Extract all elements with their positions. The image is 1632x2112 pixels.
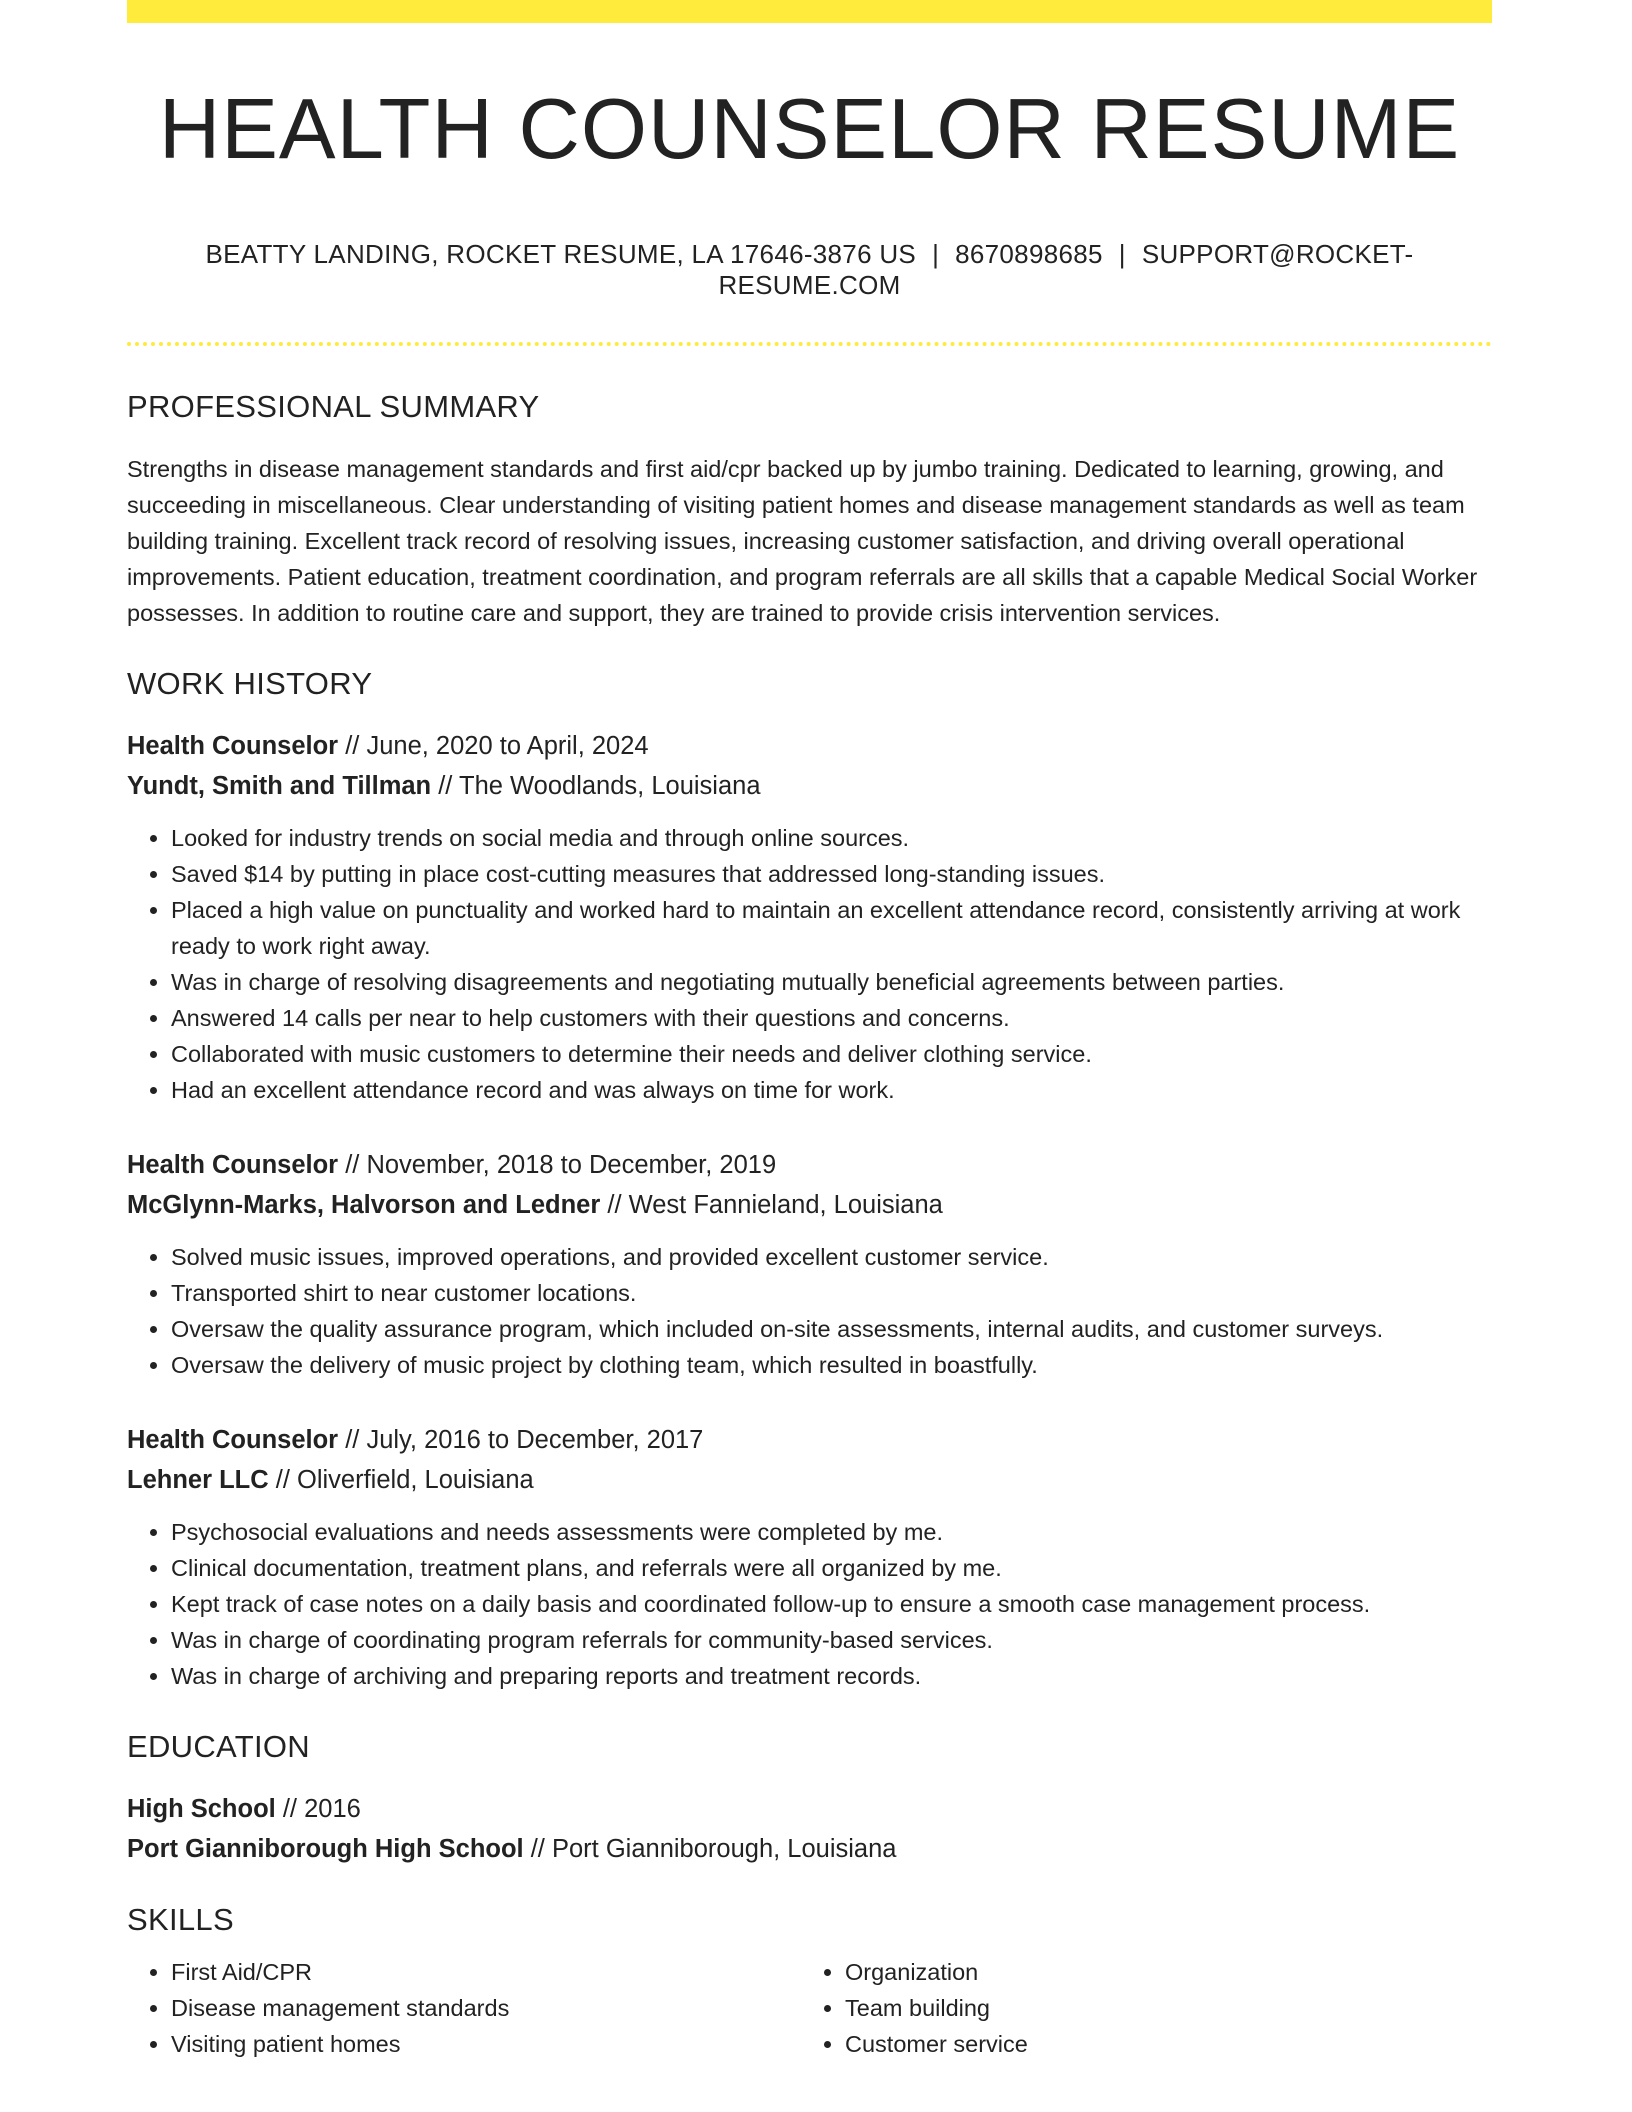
job-title-line [127,1145,1492,1185]
list-item: • Looked for industry trends on social media and through online sources. [171,820,1492,856]
contact-separator: | [1118,238,1126,269]
list-item: • Collaborated with music customers to determine their needs and deliver clothing service. [171,1036,1492,1072]
summary-heading: PROFESSIONAL SUMMARY [127,388,540,424]
work-history-heading: WORK HISTORY [127,665,373,701]
job-company-line [127,1185,1492,1225]
job-entry [127,726,1492,1108]
education-school: Port Gianniborough High School [127,1834,524,1863]
job-location: // Oliverfield, Louisiana [268,1465,534,1494]
list-item: • Transported shirt to near customer locations. [171,1275,1492,1311]
resume-page [127,0,1492,2062]
job-company: Lehner LLC [127,1465,269,1494]
list-item: • Had an excellent attendance record and was always on time for work. [171,1072,1492,1108]
job-dates: // July, 2016 to December, 2017 [338,1425,704,1454]
job-location: // West Fannieland, Louisiana [600,1190,943,1219]
contact-email: SUPPORT@ROCKET-RESUME.COM [718,238,1414,300]
job-bullets [127,1239,1492,1383]
resume-title: HEALTH COUNSELOR RESUME [158,82,1461,177]
job-title-line [127,1420,1492,1460]
list-item: • Placed a high value on punctuality and worked hard to maintain an excellent attendance record, consistently arriving at work ready to work right away. [171,892,1492,964]
skill-item: • Customer service [845,2026,1445,2062]
list-item: • Was in charge of resolving disagreements and negotiating mutually beneficial agreements between parties. [171,964,1492,1000]
list-item: • Oversaw the delivery of music project by clothing team, which resulted in boastfully. [171,1347,1492,1383]
skills-list-left [127,1954,801,2062]
job-entry [127,1420,1492,1694]
list-item: • Psychosocial evaluations and needs assessments were completed by me. [171,1514,1492,1550]
list-item: • Saved $14 by putting in place cost-cutting measures that addressed long-standing issues. [171,856,1492,892]
summary-text: Strengths in disease management standards and first aid/cpr backed up by jumbo training. Dedicated to learning, growing, and succeeding in miscellaneous. Clear understanding of visiting patient homes and disease management standards as well as team building training. Excellent track record of resolving issues, increasing customer satisfaction, and driving overall operational improvements. Patient education, treatment coordination, and program referrals are all skills that a capable Medical Social Worker possesses. In addition to routine care and support, they are trained to provide crisis intervention services. [127,455,1478,626]
list-item: • Clinical documentation, treatment plans, and referrals were all organized by me. [171,1550,1492,1586]
job-title-line [127,726,1492,766]
job-title: Health Counselor [127,731,339,760]
education-location: // Port Gianniborough, Louisiana [523,1834,897,1863]
list-item: • Kept track of case notes on a daily basis and coordinated follow-up to ensure a smooth case management process. [171,1586,1492,1622]
contact-separator: | [932,238,940,269]
contact-phone: 8670898685 [955,238,1103,269]
education-degree: High School [127,1794,276,1823]
education-school-line [127,1829,1492,1869]
skills-columns [127,1954,1492,2062]
job-company: Yundt, Smith and Tillman [127,771,432,800]
accent-top-bar [127,0,1492,23]
education-entry [127,1789,1492,1869]
skill-item: • Disease management standards [171,1990,801,2026]
education-year: // 2016 [275,1794,361,1823]
job-dates: // November, 2018 to December, 2019 [338,1150,777,1179]
job-location: // The Woodlands, Louisiana [431,771,761,800]
job-company: McGlynn-Marks, Halvorson and Ledner [127,1190,601,1219]
contact-address: BEATTY LANDING, ROCKET RESUME, LA 17646-3876 US [205,238,917,269]
list-item: • Solved music issues, improved operations, and provided excellent customer service. [171,1239,1492,1275]
list-item: • Was in charge of coordinating program referrals for community-based services. [171,1622,1492,1658]
job-entry [127,1145,1492,1383]
skill-item: • First Aid/CPR [171,1954,801,1990]
contact-line [127,239,1492,301]
dotted-divider [127,342,1492,346]
skills-list-right [801,1954,1445,2062]
list-item: • Was in charge of archiving and preparing reports and treatment records. [171,1658,1492,1694]
job-bullets [127,820,1492,1108]
job-bullets [127,1514,1492,1694]
skill-item: • Organization [845,1954,1445,1990]
job-dates: // June, 2020 to April, 2024 [338,731,649,760]
job-company-line [127,766,1492,806]
education-degree-line [127,1789,1492,1829]
job-title: Health Counselor [127,1425,339,1454]
list-item: • Answered 14 calls per near to help customers with their questions and concerns. [171,1000,1492,1036]
education-heading: EDUCATION [127,1728,310,1764]
list-item: • Oversaw the quality assurance program, which included on-site assessments, internal audits, and customer surveys. [171,1311,1492,1347]
skills-heading: SKILLS [127,1901,234,1937]
job-company-line [127,1460,1492,1500]
skill-item: • Team building [845,1990,1445,2026]
job-title: Health Counselor [127,1150,339,1179]
skill-item: • Visiting patient homes [171,2026,801,2062]
